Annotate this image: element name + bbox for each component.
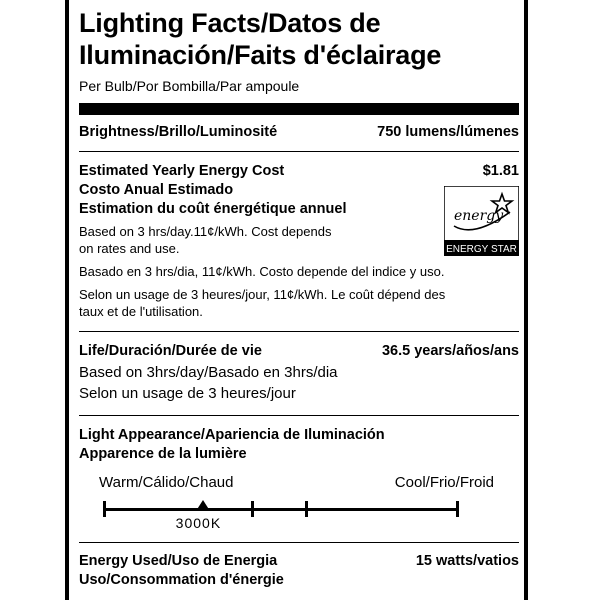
scale-tick [251,501,254,517]
life-basis-2: Selon un usage de 3 heures/jour [79,385,296,402]
appearance-label-1: Light Appearance/Apariencia de Iluminación [79,427,385,443]
divider [79,415,519,416]
color-temperature-marker-icon [196,500,210,511]
energy-star-script: energy [454,208,504,224]
energy-cost-value: $1.81 [482,163,519,179]
energy-cost-label-fr: Estimation du coût énergétique annuel [79,201,347,217]
scale-tick [103,501,106,517]
energy-star-caption: ENERGY STAR [446,244,517,255]
energy-cost-note-fr-2: taux et de l'utilisation. [79,304,203,319]
energy-cost-note-en-2: on rates and use. [79,241,180,256]
cool-label: Cool/Frio/Froid [394,474,494,491]
energy-cost-note-es: Basado en 3 hrs/dia, 11¢/kWh. Costo depende del indice y uso. [79,264,445,279]
energy-used-label-1: Energy Used/Uso de Energia [79,553,278,569]
life-value: 36.5 years/años/ans [381,343,519,359]
color-temperature-scale [103,508,459,511]
color-temperature-value: 3000K [175,515,222,531]
appearance-label-2: Apparence de la lumière [79,446,247,462]
energy-cost-note-fr-1: Selon un usage de 3 heures/jour, 11¢/kWh. Le coût dépend des [79,287,446,302]
energy-used-label-2: Uso/Consommation d'énergie [79,572,284,588]
energy-used-value: 15 watts/vatios [415,553,519,569]
brightness-label: Brightness/Brillo/Luminosité [79,124,278,140]
energy-star-logo [444,186,519,256]
per-bulb-text: Per Bulb/Por Bombilla/Par ampoule [79,78,300,94]
scale-tick [456,501,459,517]
divider [79,331,519,332]
brightness-value: 750 lumens/lúmenes [377,124,519,140]
life-label: Life/Duración/Durée de vie [79,343,262,359]
thick-divider [79,103,519,115]
title-line-1: Lighting Facts/Datos de [79,8,381,38]
title-line-2: Iluminación/Faits d'éclairage [79,40,442,70]
energy-star-icon [444,186,519,256]
divider [79,542,519,543]
energy-cost-label-es: Costo Anual Estimado [79,182,234,198]
divider [79,151,519,152]
energy-cost-label-en: Estimated Yearly Energy Cost [79,163,285,179]
life-basis-1: Based on 3hrs/day/Basado en 3hrs/dia [79,364,338,381]
energy-cost-note-en-1: Based on 3 hrs/day.11¢/kWh. Cost depends [79,224,332,239]
scale-tick [305,501,308,517]
warm-label: Warm/Cálido/Chaud [99,474,234,491]
